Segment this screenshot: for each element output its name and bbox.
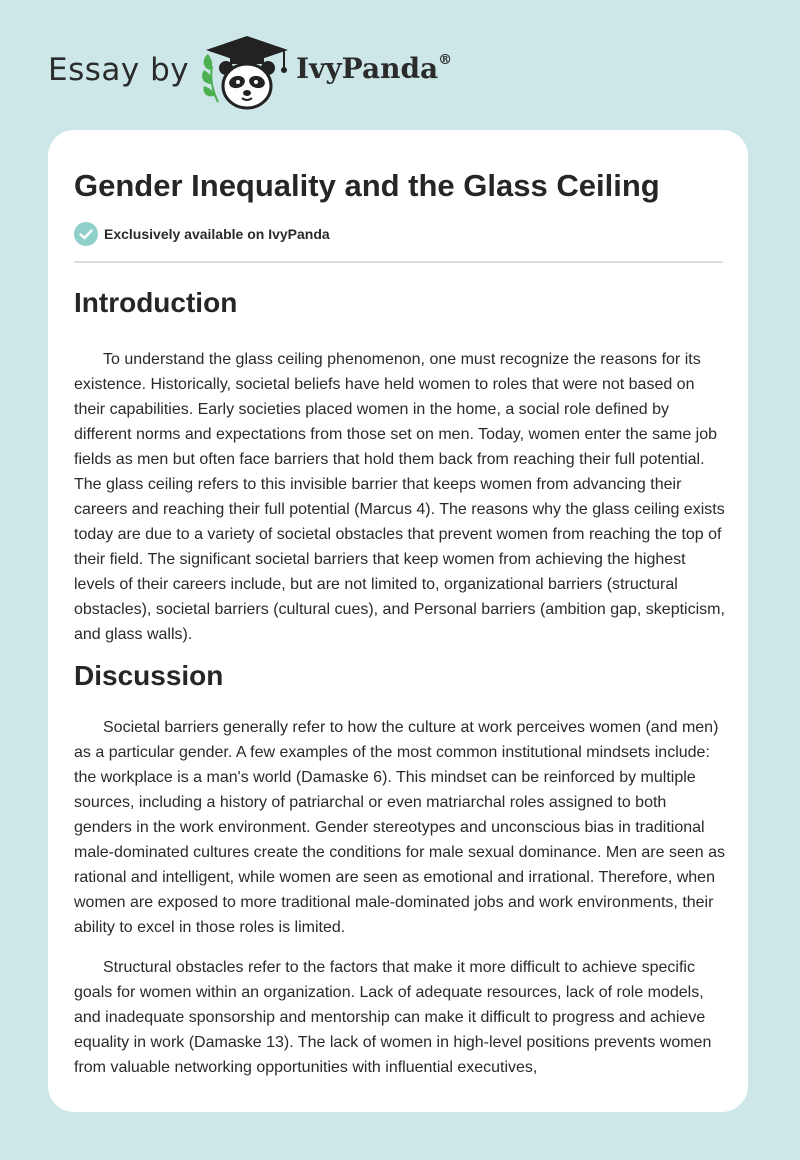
- essay-title: Gender Inequality and the Glass Ceiling: [74, 168, 660, 203]
- title-divider: [74, 261, 723, 263]
- section-heading-discussion: Discussion: [74, 659, 224, 691]
- discussion-paragraph-1: Societal barriers generally refer to how the culture at work perceives women (and men) as a particular gender. A few examples of the most common institutional mindsets include: the workplace is a man's world (Damaske 6). This mindset can be reinforced by multiple sources, including a history of patriarchal or even matriarchal roles assigned to both genders in the work environment. Gender stereotypes and unconscious bias in traditional male-dominated cultures create the conditions for male sexual dominance. Men are seen as rational and intelligent, while women are seen as emotional and irrational. Therefore, when women are exposed to more traditional male-dominated jobs and work environments, their ability to excel in those roles is limited.: [74, 719, 726, 937]
- panda-graduate-logo-icon[interactable]: [200, 32, 294, 112]
- introduction-paragraph-1: To understand the glass ceiling phenomenon, one must recognize the reasons for its existence. Historically, societal beliefs have held women to roles that were not based on their capabilities. Early societies placed women in the home, a social role defined by different norms and expectations from those set on men. Today, women enter the same job fields as men but often face barriers that hold them back from reaching their full potential. The glass ceiling refers to this invisible barrier that keeps women from advancing their careers and reaching their full potential (Marcus 4). The reasons why the glass ceiling exists today are due to a variety of societal obstacles that prevent women from reaching the top of their field. The significant societal barriers that keep women from achieving the highest levels of their careers include, but are not limited to, organizational barriers (structural obstacles), societal barriers (cultural cues), and Personal barriers (ambition gap, skepticism, and glass walls).: [74, 350, 725, 643]
- essay-card: [48, 130, 748, 1112]
- exclusive-badge-label: Exclusively available on IvyPanda: [104, 226, 330, 242]
- brand-name[interactable]: [296, 52, 452, 85]
- section-heading-introduction: Introduction: [74, 287, 238, 318]
- brand-name-text: IvyPanda: [296, 52, 439, 85]
- essay-by-label: Essay by: [48, 52, 190, 88]
- discussion-paragraph-2: Structural obstacles refer to the factors that make it more difficult to achieve specific goals for women within an organization. Lack of adequate resources, lack of role models, and inadequate sponsorship and mentorship can make it difficult to progress and achieve equality in work (Damaske 13). The lack of women in high-level positions prevents women from valuable networking opportunities with influential executives,: [74, 959, 712, 1077]
- exclusive-badge: [74, 222, 330, 246]
- checkmark-circle-icon: [74, 222, 98, 246]
- essay-body: [74, 280, 726, 1080]
- site-header: [0, 0, 800, 130]
- trademark-symbol: ®: [438, 51, 453, 68]
